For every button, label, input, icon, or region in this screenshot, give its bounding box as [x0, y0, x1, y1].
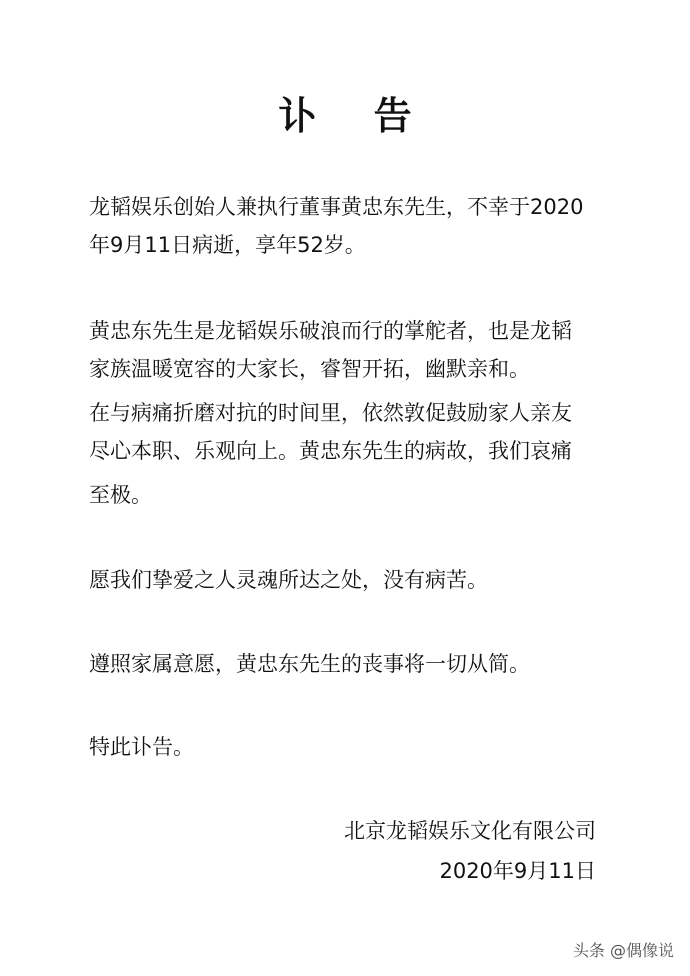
- body-line: 愿我们挚爱之人灵魂所达之处，没有病苦。: [89, 568, 488, 592]
- body-line: 尽心本职、乐观向上。黄忠东先生的病故，我们哀痛: [89, 439, 572, 463]
- watermark-text: 头条 @偶像说: [572, 941, 674, 960]
- body-line: 特此讣告。: [89, 735, 194, 759]
- body-line: 年9月11日病逝，享年52岁。: [89, 233, 366, 257]
- body-line: 龙韬娱乐创始人兼执行董事黄忠东先生，不幸于2020: [89, 195, 584, 219]
- signature-organization: 北京龙韬娱乐文化有限公司: [344, 819, 596, 843]
- notice-title: 讣 告: [278, 94, 434, 138]
- body-line: 至极。: [89, 483, 152, 507]
- signature-date: 2020年9月11日: [439, 859, 596, 883]
- body-line: 家族温暖宽容的大家长，睿智开拓，幽默亲和。: [89, 357, 530, 381]
- body-line: 黄忠东先生是龙韬娱乐破浪而行的掌舵者，也是龙韬: [89, 319, 572, 343]
- body-line: 遵照家属意愿，黄忠东先生的丧事将一切从简。: [89, 652, 530, 676]
- body-line: 在与病痛折磨对抗的时间里，依然敦促鼓励家人亲友: [89, 401, 572, 425]
